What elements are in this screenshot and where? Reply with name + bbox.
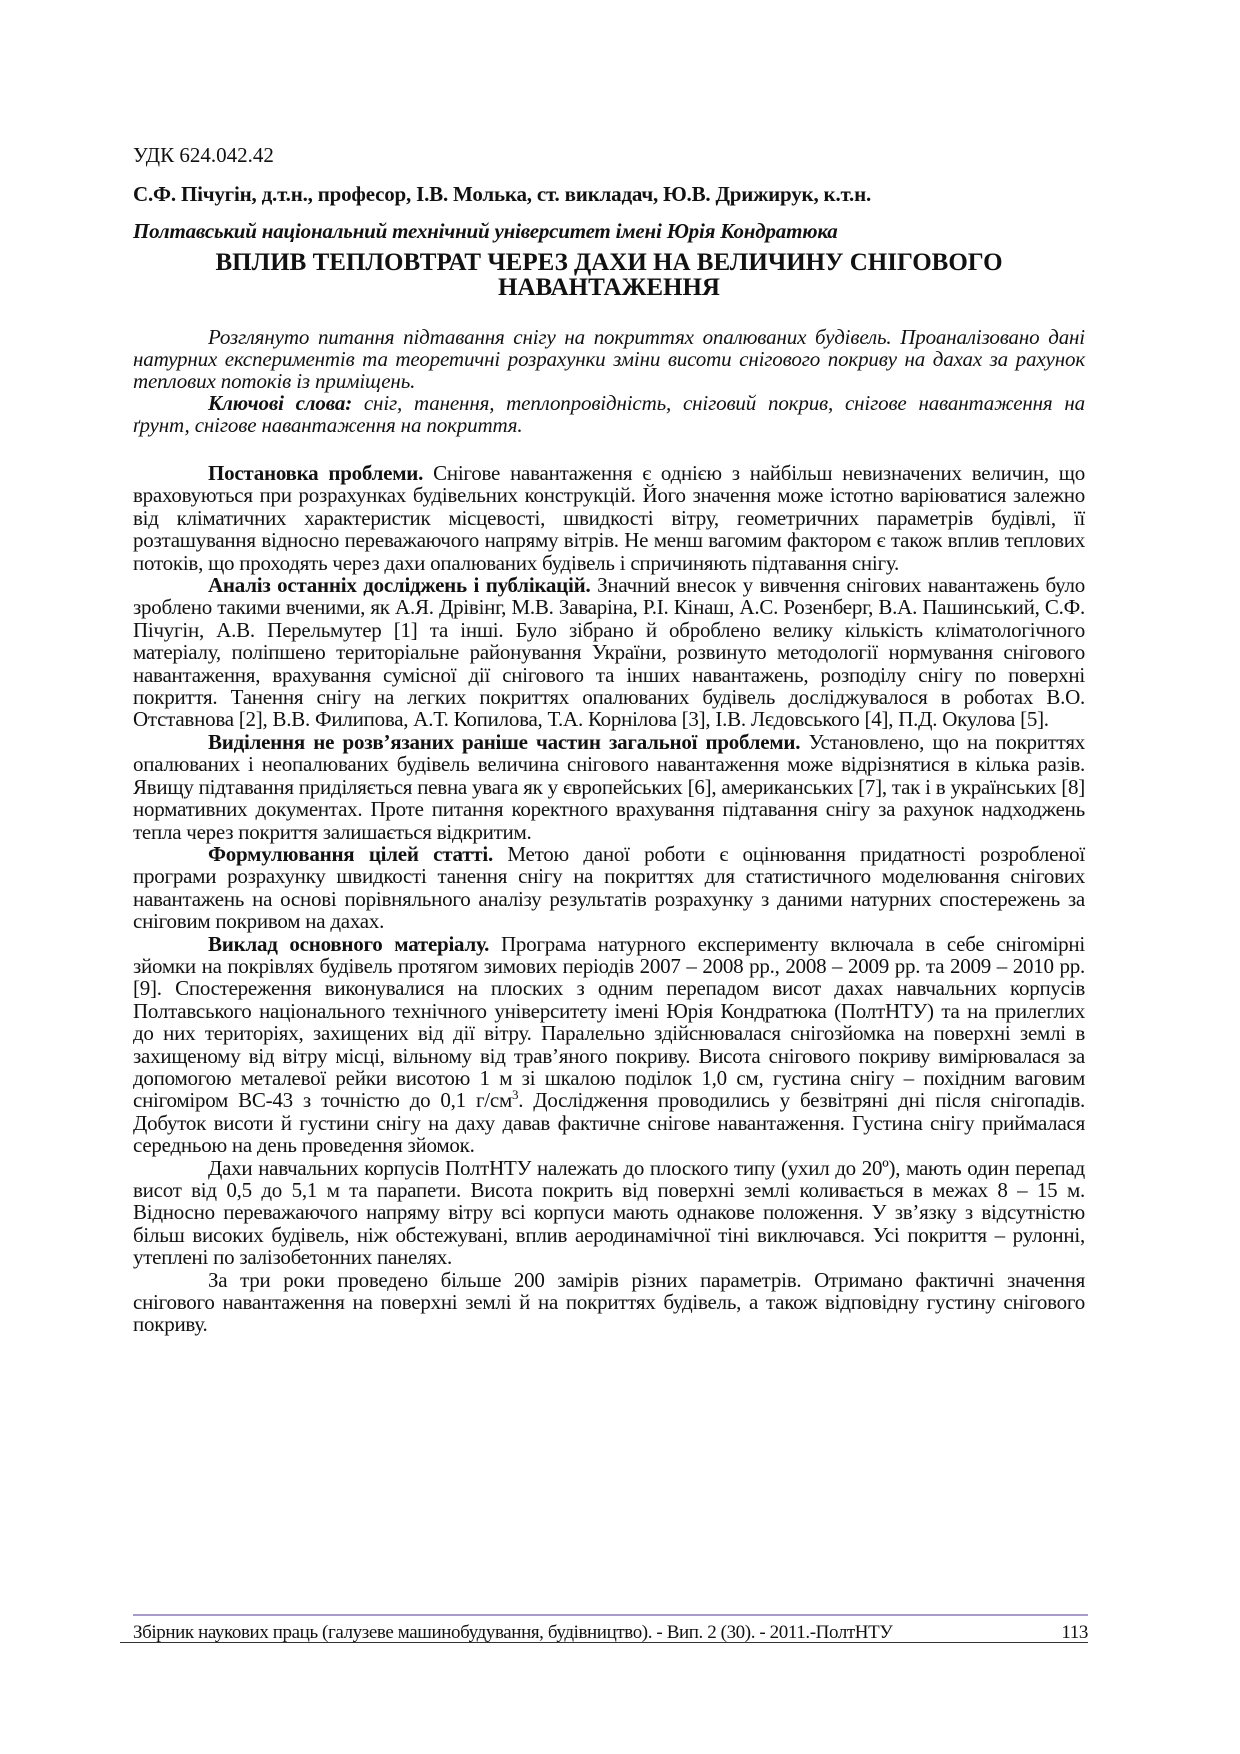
- section-heading: Виклад основного матеріалу.: [208, 931, 490, 956]
- footer-divider: [120, 1642, 1088, 1643]
- paragraph-text: Метою даної роботи є оцінювання придатності розробленої програми розрахунку швидкості танення снігу на покриттях для статистичного моделювання снігових навантажень на основі порівняльного аналізу результатів розрахунку з даними натурних спостережень за сніговим покривом на дахах.: [133, 841, 1085, 934]
- section-heading: Виділення не розв’язаних раніше частин загальної проблеми.: [208, 729, 801, 754]
- authors: С.Ф. Пічугін, д.т.н., професор, І.В. Молька, ст. викладач, Ю.В. Дрижирук, к.т.н.: [133, 182, 872, 206]
- paragraph-analysis: [133, 574, 1085, 731]
- keywords-text: сніг, танення, теплопровідність, сніговий покрив, снігове навантаження на ґрунт, снігове навантаження на покриття.: [133, 391, 1086, 437]
- paragraph-main: [133, 933, 1085, 1157]
- paragraph-unsolved: [133, 731, 1085, 843]
- article-title: ВПЛИВ ТЕПЛОВТРАТ ЧЕРЕЗ ДАХИ НА ВЕЛИЧИНУ СНІГОВОГО НАВАНТАЖЕННЯ: [215, 249, 1003, 301]
- paragraph-measurements: За три роки проведено більше 200 замірів різних параметрів. Отримано фактичні значення снігового навантаження на поверхні землі й на покриттях будівель, а також відповідну густину снігового покриву.: [133, 1267, 1085, 1337]
- page-footer: [133, 1614, 1088, 1644]
- keywords-label: Ключові слова:: [208, 391, 353, 415]
- section-heading: Аналіз останніх досліджень і публікацій.: [208, 573, 591, 598]
- paragraph-text: . Дослідження проводились у безвітряні дні після снігопадів. Добуток висоти й густини снігу на даху давав фактичне снігове навантаження. Густина снігу приймалася середньою на день проведення зйомок.: [133, 1088, 1085, 1158]
- section-heading: Постановка проблеми.: [208, 461, 424, 485]
- paragraph-text: Значний внесок у вивчення снігових навантажень було зроблено такими вченими, як А.Я. Дрівінг, М.В. Заваріна, Р.І. Кінаш, А.С. Розенберг, В.А. Пашинський, С.Ф. Пічугін, А.В. Перельмутер [1] та інші. Було зібрано й оброблено велику кількість кліматологічного матеріалу, поліпшено територіальне районування України, розвинуто методології нормування снігового навантаження, врахування сумісної дії снігового та інших навантажень, розподілу снігу по поверхні покриття. Танення снігу на легких покриттях опалюваних будівель досліджувалося в роботах В.О. Отставнова [2], В.В. Филипова, А.Т. Копилова, Т.А. Корнілова [3], І.В. Лєдовського [4], П.Д. Окулова [5].: [133, 573, 1085, 732]
- paragraph-text: Програма натурного експерименту включала в себе снігомірні зйомки на покрівлях будівель протягом зимових періодів 2007 – 2008 рр., 2008 – 2009 рр. та 2009 – 2010 рр. [9]. Спостереження виконувалися на плоских з одним перепадом висот дахах навчальних корпусів Полтавського національного технічного університету імені Юрія Кондратюка (ПолтНТУ) та на прилеглих до них територіях, захищених від дії вітру. Паралельно здійснювалася снігозйомка на поверхні землі в захищеному від вітру місці, вільному від трав’яного покриву. Висота снігового покриву вимірювалася за допомогою металевої рейки висотою 1 м зі шкалою поділок 1,0 см, густина снігу – похідним ваговим снігоміром ВС-43 з точністю до 0,1 г/см: [133, 931, 1086, 1113]
- superscript: 3: [512, 1087, 519, 1103]
- abstract-text: Розглянуто питання підтавання снігу на покриттях опалюваних будівель. Проаналізовано дані натурних експериментів та теоретичні розрахунки зміни висоти снігового покриву на дахах за рахунок теплових потоків із приміщень.: [133, 325, 1085, 393]
- paragraph-roofs: Дахи навчальних корпусів ПолтНТУ належать до плоского типу (ухил до 20º), мають один перепад висот від 0,5 до 5,1 м та парапети. Висота покрить від поверхні землі коливається в межах 8 – 15 м. Відносно переважаючого напряму вітру всі корпуси мають однакове положення. У зв’язку з відсутністю більш високих будівель, ніж обстежувані, вплив аеродинамічної тіні виключався. Усі покриття – рулонні, утеплені по залізобетонних панелях.: [133, 1155, 1085, 1270]
- institution: Полтавський національний технічний університет імені Юрія Кондратюка: [133, 219, 838, 243]
- keywords: [133, 392, 1085, 436]
- article-body: [133, 462, 1085, 1336]
- article-page: [133, 143, 1085, 1336]
- paragraph-text: Установлено, що на покриттях опалюваних і неопалюваних будівель величина снігового навантаження може відрізнятися в кілька разів. Явищу підтавання приділяється певна увага як у європейських [6], американських [7], так і в українських [8] нормативних документах. Проте питання коректного врахування підтавання снігу за рахунок надходжень тепла через покриття залишається відкритим.: [133, 729, 1085, 844]
- journal-citation: Збірник наукових праць (галузеве машинобудування, будівництво). - Вип. 2 (30). - 2011.-ПолтНТУ: [133, 1622, 893, 1643]
- udk-code: УДК 624.042.42: [133, 143, 274, 167]
- paragraph-goals: [133, 843, 1085, 933]
- page-number: 113: [1061, 1622, 1088, 1643]
- paragraph-text: Снігове навантаження є однією з найбільш невизначених величин, що враховуються при розрахунках будівельних конструкцій. Його значення може істотно варіюватися залежно від кліматичних характеристик місцевості, швидкості вітру, геометричних параметрів будівлі, її розташування відносно переважаючого напряму вітрів. Не менш вагомим фактором є також вплив теплових потоків, що проходять через дахи опалюваних будівель і спричиняють підтавання снігу.: [133, 461, 1085, 575]
- section-heading: Формулювання цілей статті.: [208, 841, 493, 866]
- paragraph-problem: [133, 462, 1085, 574]
- abstract: [133, 326, 1085, 436]
